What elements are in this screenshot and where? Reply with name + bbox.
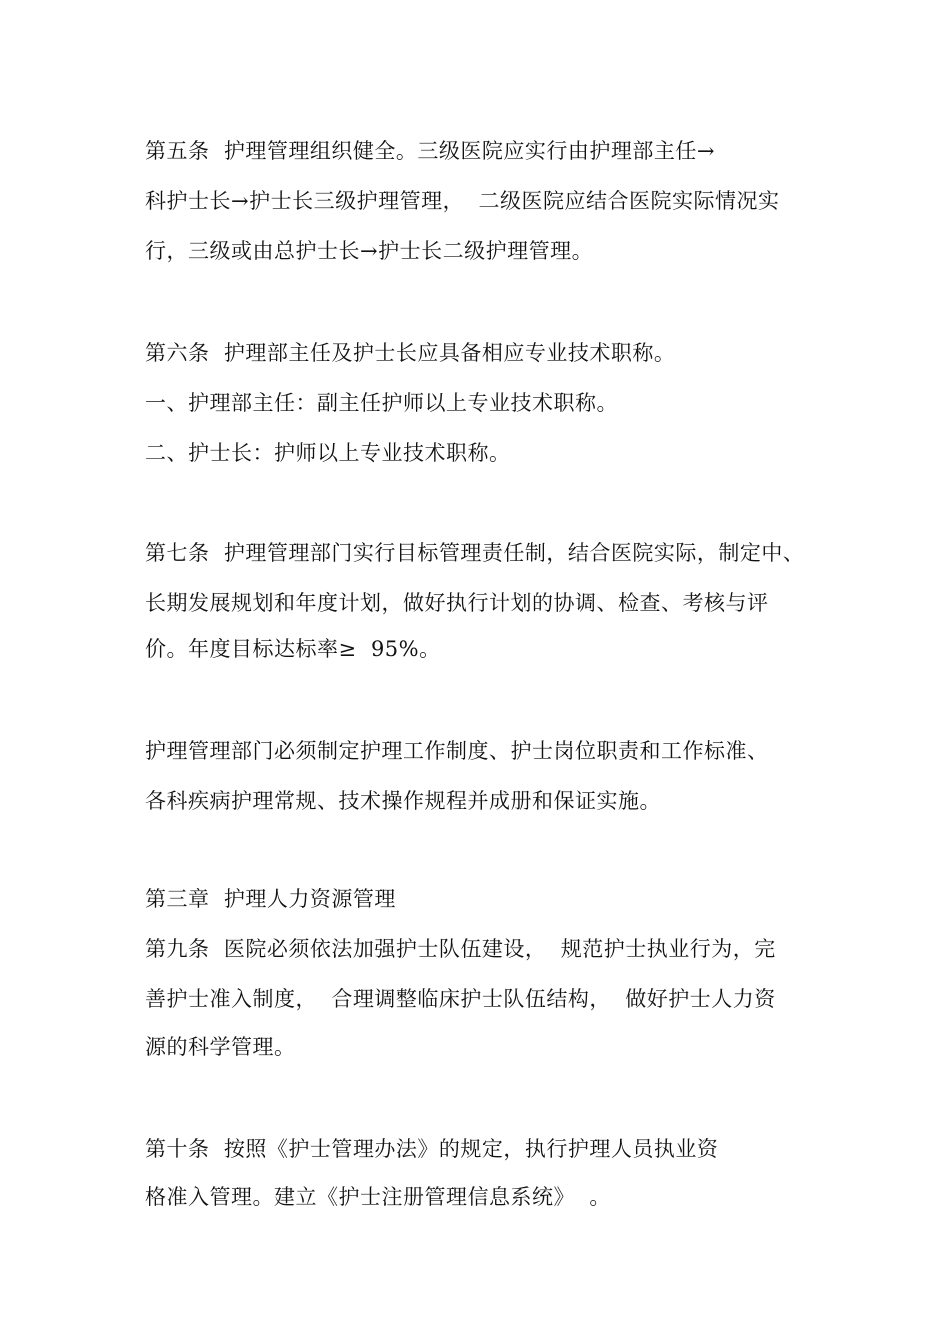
article-10-line-2: 格准入管理。建立《护士注册管理信息系统》 。	[145, 1185, 611, 1209]
paragraph-line-1: 护理管理部门必须制定护理工作制度、护士岗位职责和工作标准、	[145, 739, 769, 763]
article-5-line-2: 科护士长→护士长三级护理管理， 二级医院应结合医院实际情况实	[145, 189, 780, 213]
article-9-line-2: 善护士准入制度， 合理调整临床护士队伍结构， 做好护士人力资	[145, 987, 776, 1011]
article-6-item-1: 一、护理部主任：副主任护师以上专业技术职称。	[145, 391, 618, 415]
article-10-line-1: 第十条 按照《护士管理办法》的规定，执行护理人员执业资	[145, 1137, 719, 1161]
article-5-line-1: 第五条 护理管理组织健全。三级医院应实行由护理部主任→	[145, 139, 715, 163]
article-9-line-3: 源的科学管理。	[145, 1035, 296, 1059]
paragraph-line-2: 各科疾病护理常规、技术操作规程并成册和保证实施。	[145, 789, 661, 813]
article-7-line-2: 长期发展规划和年度计划，做好执行计划的协调、检查、考核与评	[145, 591, 769, 615]
article-9-line-1: 第九条 医院必须依法加强护士队伍建设， 规范护士执业行为，完	[145, 937, 776, 961]
article-7-line-3: 价。年度目标达标率≥ 95%。	[145, 637, 441, 661]
article-6-item-2: 二、护士长：护师以上专业技术职称。	[145, 441, 511, 465]
article-7-line-1: 第七条 护理管理部门实行目标管理责任制，结合医院实际，制定中、	[145, 541, 805, 565]
article-5-line-3: 行，三级或由总护士长→护士长二级护理管理。	[145, 239, 594, 263]
chapter-3-heading: 第三章 护理人力资源管理	[145, 887, 396, 911]
article-6-heading: 第六条 护理部主任及护士长应具备相应专业技术职称。	[145, 341, 676, 365]
